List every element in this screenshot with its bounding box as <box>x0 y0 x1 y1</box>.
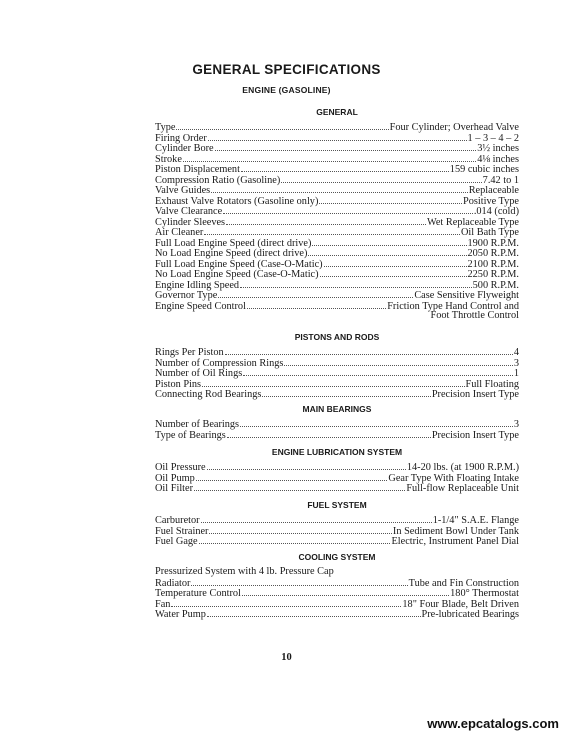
spec-value: Gear Type With Floating Intake <box>388 472 519 484</box>
dot-leader <box>226 217 426 225</box>
spec-section <box>155 106 519 322</box>
dot-leader <box>281 175 481 183</box>
spec-value: 3½ inches <box>477 143 519 154</box>
spec-label: Carburetor <box>155 515 200 526</box>
spec-row <box>155 164 519 175</box>
spec-value: Oil Bath Type <box>460 227 519 238</box>
dot-leader <box>207 609 421 617</box>
spec-value: 2100 R.P.M. <box>467 258 519 270</box>
spec-note-text: Pressurized System with 4 lb. Pressure Cap <box>155 566 334 577</box>
spec-section <box>155 446 519 494</box>
spec-label: Fuel Strainer <box>155 525 209 537</box>
spec-value: Precision Insert Type <box>431 389 519 400</box>
spec-label: Rings Per Piston <box>155 347 224 358</box>
spec-label: Radiator <box>155 577 191 589</box>
spec-value: 3 <box>513 419 519 430</box>
spec-label: Oil Filter <box>155 483 194 494</box>
spec-row <box>155 526 519 537</box>
dot-leader <box>211 185 467 193</box>
spec-value: Wet Replaceable Type <box>426 216 519 228</box>
dot-leader <box>240 419 513 427</box>
spec-label: No Load Engine Speed (Case-O-Matic) <box>155 269 319 280</box>
spec-value: Full Floating <box>465 378 519 390</box>
spec-label: No Load Engine Speed (direct drive) <box>155 248 308 259</box>
spec-row <box>155 259 519 270</box>
spec-row <box>155 269 519 280</box>
dot-leader <box>247 301 386 309</box>
dot-leader <box>262 389 430 397</box>
spec-section <box>155 499 519 547</box>
spec-value: 3 <box>513 357 519 369</box>
dot-leader <box>324 259 467 267</box>
spec-value: 18" Four Blade, Belt Driven <box>402 598 519 610</box>
section-heading: PISTONS AND RODS <box>294 332 380 342</box>
dot-leader <box>320 269 467 277</box>
spec-row <box>155 358 519 369</box>
spec-row <box>155 483 519 494</box>
dot-leader <box>183 154 476 162</box>
spec-value: 500 R.P.M. <box>472 279 519 291</box>
spec-row <box>155 217 519 228</box>
watermark: www.epcatalogs.com <box>427 716 559 731</box>
spec-value: 1 <box>513 368 519 379</box>
dot-leader <box>201 515 432 523</box>
dot-leader <box>204 227 460 235</box>
spec-label: Stroke <box>155 153 182 165</box>
spec-row <box>155 389 519 400</box>
spec-row <box>155 588 519 599</box>
spec-row-continuation <box>155 311 519 322</box>
spec-row <box>155 609 519 620</box>
spec-value: 1-1/4" S.A.E. Flange <box>432 515 519 526</box>
spec-label: Fuel Gage <box>155 536 198 547</box>
dot-leader <box>218 290 413 298</box>
spec-row <box>155 419 519 430</box>
spec-row <box>155 238 519 249</box>
dot-leader <box>191 578 407 586</box>
spec-value: Friction Type Hand Control and <box>387 300 519 312</box>
spec-value: Foot Throttle Control <box>430 310 519 321</box>
dot-leader <box>199 536 391 544</box>
spec-value: 14-20 lbs. (at 1900 R.P.M.) <box>406 462 519 473</box>
spec-label: Air Cleaner <box>155 227 204 238</box>
spec-row <box>155 122 519 133</box>
spec-row <box>155 280 519 291</box>
dot-leader <box>171 599 401 607</box>
spec-value: Pre-lubricated Bearings <box>421 609 519 620</box>
dot-leader <box>223 206 473 214</box>
spec-label: Engine Speed Control <box>155 300 246 312</box>
dot-leader <box>312 238 466 246</box>
dot-leader <box>284 358 512 366</box>
spec-value: Positive Type <box>462 195 519 207</box>
spec-row <box>155 175 519 186</box>
spec-row <box>155 599 519 610</box>
spec-label: Full Load Engine Speed (direct drive) <box>155 237 312 249</box>
spec-section <box>155 403 519 440</box>
spec-row <box>155 347 519 358</box>
section-heading: GENERAL <box>316 107 358 117</box>
spec-label: Oil Pressure <box>155 462 206 473</box>
dot-leader <box>308 248 466 256</box>
spec-value: 2250 R.P.M. <box>467 269 519 280</box>
spec-row <box>155 206 519 217</box>
spec-value: 159 cubic inches <box>449 164 519 175</box>
spec-row <box>155 143 519 154</box>
spec-value: Case Sensitive Flyweight <box>414 290 519 301</box>
spec-label: Full Load Engine Speed (Case-O-Matic) <box>155 258 323 270</box>
spec-value: Electric, Instrument Panel Dial <box>391 536 519 547</box>
spec-label: Governor Type <box>155 290 218 301</box>
spec-label: Piston Displacement <box>155 164 240 175</box>
spec-label: Fan <box>155 598 171 610</box>
page-title: GENERAL SPECIFICATIONS <box>192 62 381 77</box>
spec-section <box>155 331 519 400</box>
spec-label: Number of Compression Rings <box>155 357 284 369</box>
dot-leader <box>242 588 449 596</box>
section-heading: ENGINE LUBRICATION SYSTEM <box>271 447 403 457</box>
spec-value: 180° Thermostat <box>450 588 519 599</box>
spec-row <box>155 578 519 589</box>
dot-leader <box>227 430 431 438</box>
spec-label: Number of Bearings <box>155 419 240 430</box>
spec-label: Type of Bearings <box>155 429 226 441</box>
dot-leader <box>196 473 388 481</box>
spec-row <box>155 462 519 473</box>
spec-row <box>155 473 519 484</box>
spec-row <box>155 154 519 165</box>
spec-label: Engine Idling Speed <box>155 279 240 291</box>
spec-value: Precision Insert Type <box>431 429 519 441</box>
spec-value: In Sediment Bowl Under Tank <box>392 525 519 537</box>
spec-label: Valve Guides <box>155 185 211 196</box>
dot-leader <box>208 133 467 141</box>
spec-row <box>155 196 519 207</box>
dot-leader <box>241 164 449 172</box>
spec-row <box>155 133 519 144</box>
spec-label: Cylinder Bore <box>155 143 214 154</box>
spec-value: Full-flow Replaceable Unit <box>406 483 519 494</box>
spec-value: 7.42 to 1 <box>482 174 519 186</box>
spec-value: 1900 R.P.M. <box>467 237 519 249</box>
spec-row <box>155 185 519 196</box>
spec-label: Oil Pump <box>155 472 195 484</box>
dot-leader <box>207 462 406 470</box>
dot-leader <box>243 368 513 376</box>
spec-row <box>155 290 519 301</box>
section-heading: MAIN BEARINGS <box>302 404 372 414</box>
dot-leader <box>240 280 472 288</box>
spec-label: Number of Oil Rings <box>155 368 243 379</box>
dot-leader <box>202 379 464 387</box>
spec-label: Water Pump <box>155 609 206 620</box>
spec-section <box>155 551 519 620</box>
spec-note <box>155 567 519 578</box>
spec-label: Connecting Rod Bearings <box>155 389 262 400</box>
page-number: 10 <box>281 652 292 663</box>
dot-leader <box>194 483 405 491</box>
spec-value: Tube and Fin Construction <box>408 577 519 589</box>
spec-value: 2050 R.P.M. <box>467 248 519 259</box>
spec-row <box>155 515 519 526</box>
spec-row <box>155 430 519 441</box>
spec-label: Type <box>155 122 176 133</box>
dot-leader <box>225 347 513 355</box>
spec-value: Replaceable <box>468 185 519 196</box>
spec-row <box>155 227 519 238</box>
spec-label: Firing Order <box>155 132 207 144</box>
spec-row <box>155 248 519 259</box>
spec-label: Exhaust Valve Rotators (Gasoline only) <box>155 195 319 207</box>
spec-label: Valve Clearance <box>155 206 223 217</box>
spec-value: 1 – 3 – 4 – 2 <box>467 132 519 144</box>
page-subtitle: ENGINE (GASOLINE) <box>242 85 331 95</box>
spec-row <box>155 368 519 379</box>
spec-row <box>155 379 519 390</box>
spec-label: Piston Pins <box>155 378 202 390</box>
spec-value: .014 (cold) <box>473 206 519 217</box>
dot-leader <box>176 122 388 130</box>
spec-row <box>155 536 519 547</box>
dot-leader <box>215 143 477 151</box>
spec-label: Cylinder Sleeves <box>155 216 226 228</box>
spec-label: Temperature Control <box>155 588 241 599</box>
section-heading: FUEL SYSTEM <box>307 500 367 510</box>
spec-value: 4 <box>513 347 519 358</box>
spec-value: Four Cylinder; Overhead Valve <box>389 122 519 133</box>
section-heading: COOLING SYSTEM <box>298 552 376 562</box>
spec-value: 4⅛ inches <box>477 153 519 165</box>
dot-leader <box>209 526 391 534</box>
spec-label: Compression Ratio (Gasoline) <box>155 174 281 186</box>
dot-leader <box>319 196 462 204</box>
